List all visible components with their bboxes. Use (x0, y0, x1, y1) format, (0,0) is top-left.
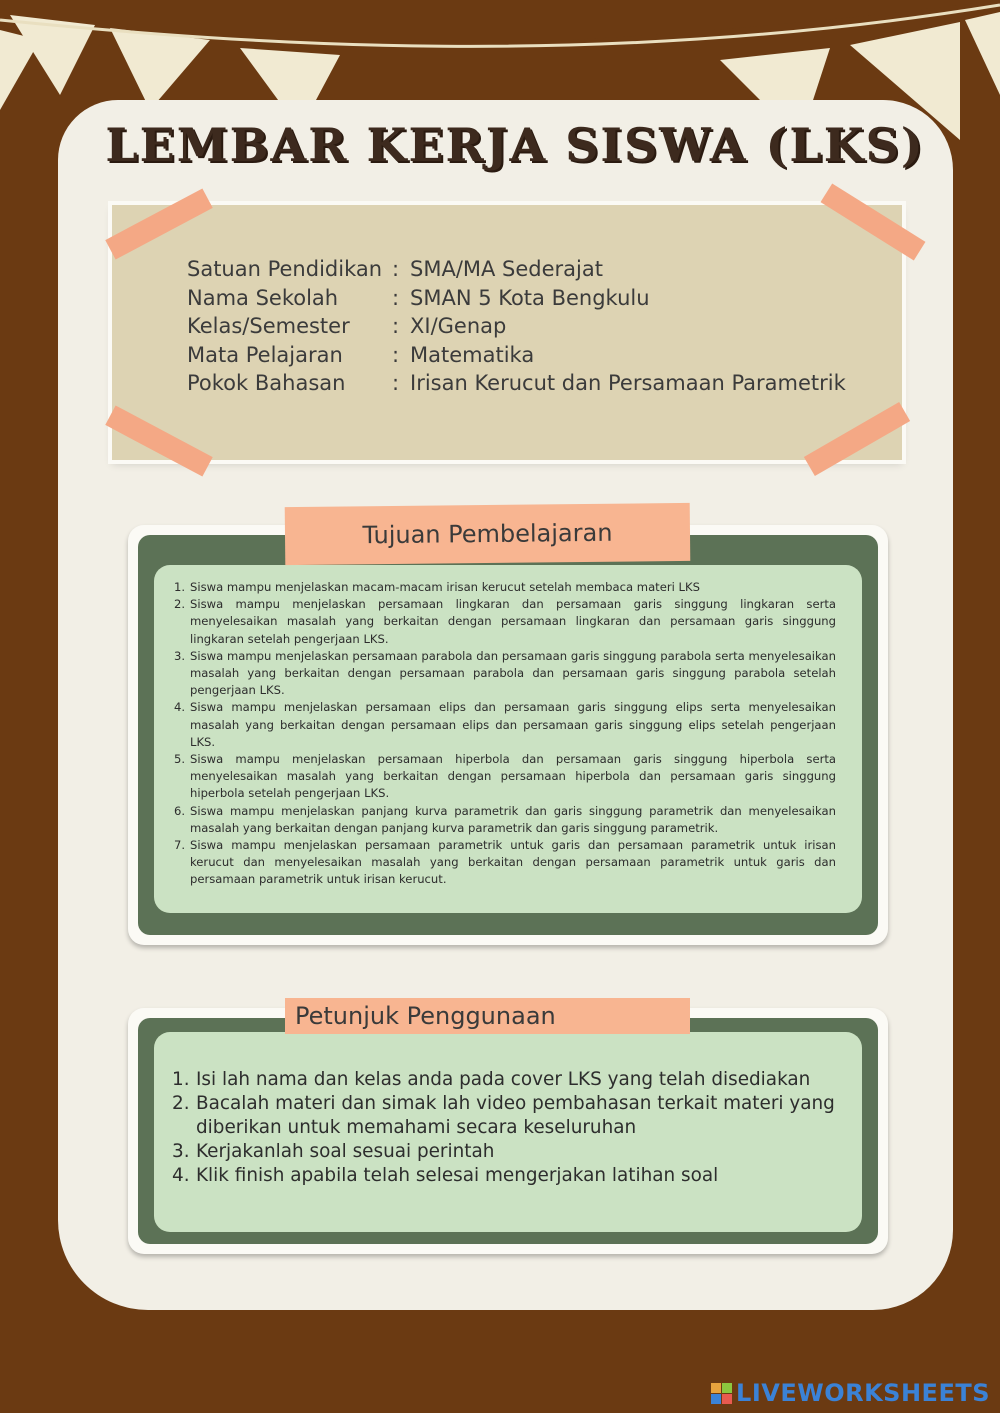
list-number: 3. (174, 648, 186, 663)
list-number: 1. (172, 1069, 190, 1090)
petunjuk-panel (128, 1008, 888, 1254)
list-number: 7. (174, 838, 186, 853)
info-row-kelas (187, 312, 846, 341)
logo-square (722, 1383, 732, 1393)
page-title: LEMBAR KERJA SISWA (LKS) (105, 118, 925, 172)
info-row-pokok (187, 369, 846, 398)
list-text: Bacalah materi dan simak lah video pembahasan terkait materi yang diberikan untuk memahami secara keseluruhan (196, 1093, 835, 1138)
list-text: Siswa mampu menjelaskan persamaan parametrik untuk garis dan persamaan parametrik untuk irisan kerucut dan menyelesaikan masalah yang berkaitan dengan persamaan parametrik untuk garis dan persamaan parametrik untuk irisan kerucut. (190, 838, 836, 887)
list-text: Isi lah nama dan kelas anda pada cover LKS yang telah disediakan (196, 1069, 811, 1090)
logo-square (711, 1383, 721, 1393)
list-item (172, 1092, 842, 1140)
liveworksheets-logo (711, 1379, 990, 1407)
info-colon: : (392, 257, 400, 281)
info-value: SMA/MA Sederajat (410, 257, 603, 281)
list-item (174, 699, 836, 751)
list-number: 2. (172, 1093, 190, 1114)
list-text: Siswa mampu menjelaskan persamaan elips dan persamaan garis singgung elips serta menyelesaikan masalah yang berkaitan dengan persamaan elips dan persamaan garis singgung elips setelah pengerjaan LKS. (190, 700, 836, 749)
list-number: 4. (174, 700, 186, 715)
list-text: Siswa mampu menjelaskan persamaan parabola dan persamaan garis singgung parabola serta menyelesaikan masalah yang berkaitan dengan persamaan parabola dan persamaan garis singgung parabola setelah pengerjaan LKS. (190, 648, 836, 698)
info-row-sekolah (187, 284, 846, 313)
list-number: 3. (172, 1141, 190, 1162)
list-item (174, 751, 836, 803)
list-text: Klik finish apabila telah selesai mengerjakan latihan soal (196, 1165, 719, 1186)
logo-square (711, 1394, 721, 1404)
info-label: Pokok Bahasan (187, 371, 346, 395)
info-colon: : (392, 371, 400, 395)
info-colon: : (392, 285, 400, 310)
list-number: 5. (174, 752, 186, 767)
info-label: Kelas/Semester (187, 314, 350, 338)
info-label: Mata Pelajaran (187, 342, 343, 367)
info-row-mapel (187, 341, 846, 370)
list-text: Siswa mampu menjelaskan persamaan hiperbola dan persamaan garis singgung hiperbola serta menyelesaikan masalah yang berkaitan dengan persamaan hiperbola dan persamaan garis singgung hiperbola setelah pengerjaan LKS. (190, 752, 836, 801)
info-value: SMAN 5 Kota Bengkulu (410, 285, 650, 310)
logo-square (722, 1394, 732, 1404)
list-item (174, 837, 836, 889)
list-number: 4. (172, 1165, 190, 1186)
info-colon: : (392, 342, 400, 367)
info-value: Matematika (410, 342, 535, 367)
info-row-satuan (187, 255, 846, 284)
list-item (174, 579, 836, 596)
list-number: 2. (174, 597, 186, 612)
info-label: Nama Sekolah (187, 285, 339, 310)
list-item (174, 648, 836, 700)
list-item (172, 1068, 842, 1092)
brand-logo-icon (711, 1383, 732, 1404)
petunjuk-heading: Petunjuk Penggunaan (285, 998, 690, 1034)
tujuan-heading: Tujuan Pembelajaran (285, 503, 691, 565)
list-text: Siswa mampu menjelaskan macam-macam irisan kerucut setelah membaca materi LKS (190, 580, 700, 594)
list-text: Siswa mampu menjelaskan panjang kurva parametrik dan garis singgung parametrik dan menyelesaikan masalah yang berkaitan dengan panjang kurva parametrik dan garis singgung parametrik. (190, 803, 836, 835)
petunjuk-list (172, 1068, 842, 1188)
tujuan-list (174, 579, 836, 889)
list-item (174, 803, 836, 837)
info-table (187, 255, 846, 398)
list-number: 6. (174, 803, 186, 818)
list-item (172, 1164, 842, 1188)
list-item (172, 1140, 842, 1164)
list-number: 1. (174, 580, 186, 594)
tujuan-panel-body (154, 565, 862, 913)
list-item (174, 596, 836, 648)
info-colon: : (392, 314, 400, 338)
info-value: XI/Genap (410, 314, 507, 338)
info-value: Irisan Kerucut dan Persamaan Parametrik (410, 371, 846, 395)
list-text: Kerjakanlah soal sesuai perintah (196, 1141, 495, 1162)
brand-text: LIVEWORKSHEETS (736, 1379, 990, 1407)
info-label: Satuan Pendidikan (187, 257, 383, 281)
tujuan-panel (128, 525, 888, 945)
petunjuk-panel-body (154, 1032, 862, 1232)
info-box (112, 205, 902, 460)
list-text: Siswa mampu menjelaskan persamaan lingkaran dan persamaan garis singgung lingkaran serta menyelesaikan masalah yang berkaitan dengan persamaan lingkaran dan persamaan garis singgung lingkaran setelah pengerjaan LKS. (190, 597, 836, 646)
